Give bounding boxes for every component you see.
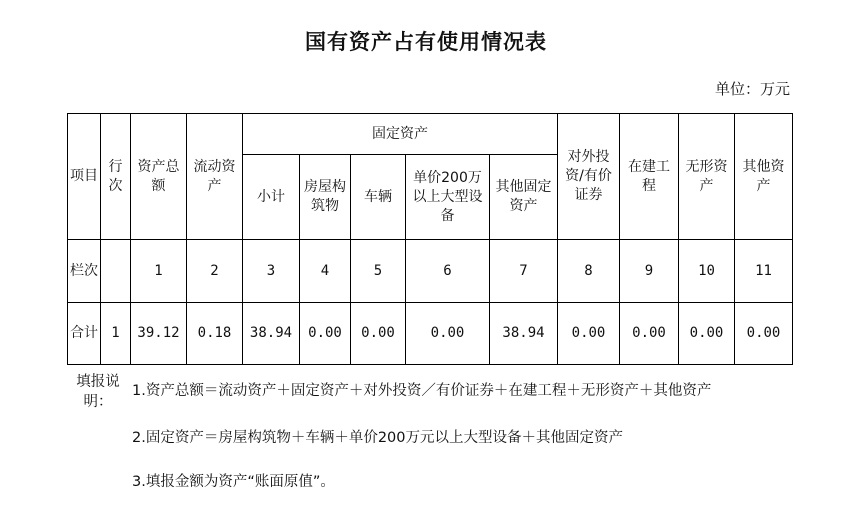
header-item: 项目 bbox=[68, 114, 101, 240]
note-item: 2.固定资产＝房屋构筑物＋车辆＋单价200万元以上大型设备＋其他固定资产 bbox=[132, 430, 624, 446]
total-value: 0.00 bbox=[735, 303, 793, 365]
column-number: 3 bbox=[243, 240, 300, 303]
header-row-no: 行次 bbox=[101, 114, 131, 240]
notes-label: 填报说明： bbox=[76, 374, 120, 410]
total-value: 0.00 bbox=[620, 303, 679, 365]
asset-table bbox=[67, 113, 793, 365]
note-item: 1.资产总额＝流动资产＋固定资产＋对外投资／有价证券＋在建工程＋无形资产＋其他资产 bbox=[132, 383, 712, 399]
total-value: 38.94 bbox=[490, 303, 558, 365]
header-construction: 在建工程 bbox=[620, 114, 679, 240]
header-equipment: 单价200万以上大型设备 bbox=[406, 155, 490, 240]
column-row-label: 栏次 bbox=[68, 240, 101, 303]
header-other-fixed: 其他固定资产 bbox=[490, 155, 558, 240]
header-building: 房屋构筑物 bbox=[300, 155, 351, 240]
column-number: 9 bbox=[620, 240, 679, 303]
column-number: 7 bbox=[490, 240, 558, 303]
total-value: 0.00 bbox=[679, 303, 735, 365]
column-number: 11 bbox=[735, 240, 793, 303]
column-row-empty bbox=[101, 240, 131, 303]
unit-label: 单位：万元 bbox=[714, 80, 790, 98]
column-number: 1 bbox=[131, 240, 187, 303]
total-row-label: 合计 bbox=[68, 303, 101, 365]
column-number: 8 bbox=[558, 240, 620, 303]
total-value: 39.12 bbox=[131, 303, 187, 365]
total-value: 0.00 bbox=[406, 303, 490, 365]
header-total: 资产总额 bbox=[131, 114, 187, 240]
total-value: 0.00 bbox=[558, 303, 620, 365]
total-value: 0.00 bbox=[351, 303, 406, 365]
header-subtotal: 小计 bbox=[243, 155, 300, 240]
column-number: 4 bbox=[300, 240, 351, 303]
header-current: 流动资产 bbox=[187, 114, 243, 240]
header-fixed: 固定资产 bbox=[243, 114, 558, 155]
column-number: 5 bbox=[351, 240, 406, 303]
header-intangible: 无形资产 bbox=[679, 114, 735, 240]
header-vehicle: 车辆 bbox=[351, 155, 406, 240]
note-item: 3.填报金额为资产“账面原值”。 bbox=[132, 474, 335, 490]
total-value: 0.18 bbox=[187, 303, 243, 365]
header-investment: 对外投资/有价证券 bbox=[558, 114, 620, 240]
column-number: 10 bbox=[679, 240, 735, 303]
total-value: 0.00 bbox=[300, 303, 351, 365]
report-title: 国有资产占有使用情况表 bbox=[305, 29, 547, 54]
total-row-no: 1 bbox=[101, 303, 131, 365]
header-other: 其他资产 bbox=[735, 114, 793, 240]
column-number: 6 bbox=[406, 240, 490, 303]
column-number: 2 bbox=[187, 240, 243, 303]
total-value: 38.94 bbox=[243, 303, 300, 365]
